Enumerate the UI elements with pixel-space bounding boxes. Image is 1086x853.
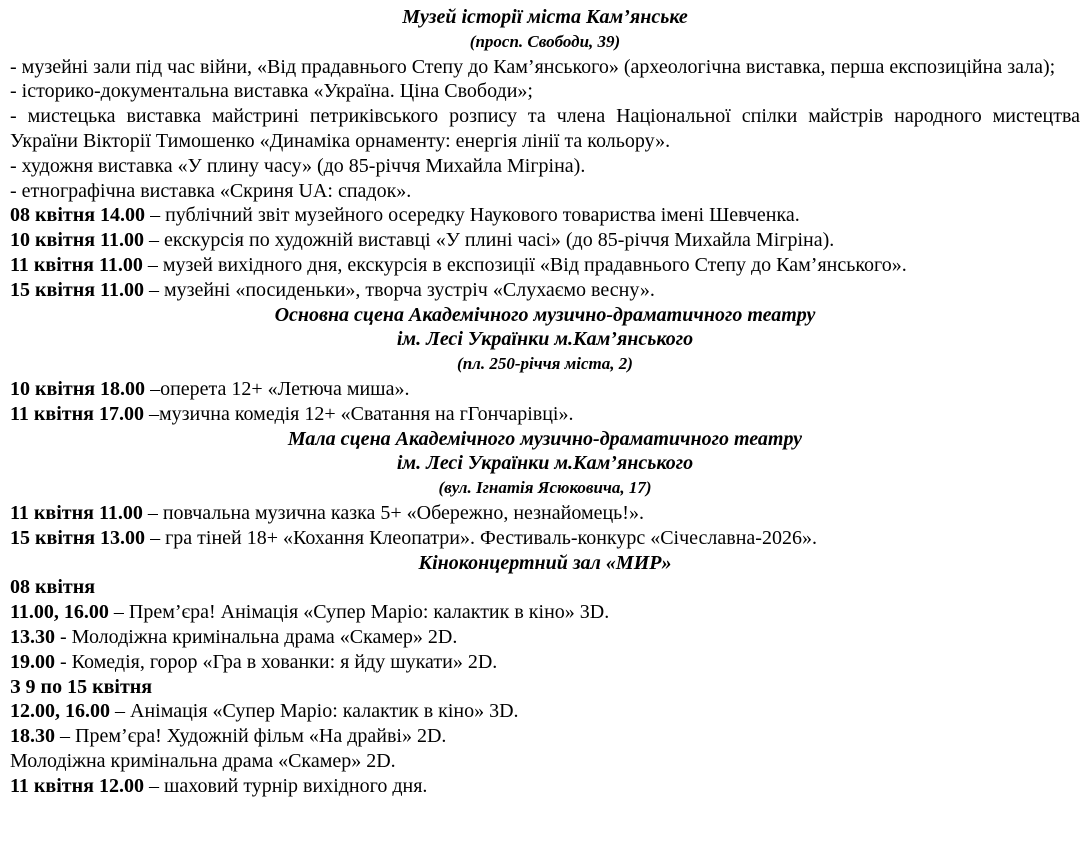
event-datetime: 10 квітня 11.00: [10, 229, 144, 252]
museum-event: [10, 253, 1080, 278]
event-description: – публічний звіт музейного осередку Наукового товариства імені Шевченка.: [145, 204, 800, 227]
cinema-session: [10, 650, 1080, 675]
museum-item: - етнографічна виставка «Скриня UA: спадок».: [10, 179, 412, 202]
cinema-week-label: З 9 по 15 квітня: [10, 675, 153, 698]
event-datetime: 11 квітня 17.00: [10, 402, 144, 425]
event-description: – музей вихідного дня, екскурсія в експозиції «Від прадавнього Степу до Кам’янського».: [142, 253, 907, 276]
museum-title: Музей історії міста Кам’янське: [402, 6, 688, 28]
small-stage-event: [10, 526, 1080, 551]
session-time: 12.00, 16.00: [10, 700, 110, 723]
museum-event: [10, 203, 1080, 228]
session-description: – Прем’єра! Художній фільм «На драйві» 2D.: [55, 725, 447, 748]
event-datetime: 10 квітня 18.00: [10, 377, 146, 400]
event-description: – гра тіней 18+ «Кохання Клеопатри». Фестиваль-конкурс «Січеславна-2026».: [145, 526, 817, 549]
museum-item: - мистецька виставка майстрині петриківського розпису та члена Національної спілки майстрів народного мистецтва України Вікторії Тимошенко «Динаміка орнаменту: енергія лінії та кольору».: [10, 105, 1080, 152]
main-stage-event: [10, 377, 1080, 402]
event-datetime: 15 квітня 13.00: [10, 526, 146, 549]
museum-item: - історико-документальна виставка «Україна. Ціна Свободи»;: [10, 80, 533, 103]
museum-address: (просп. Свободи, 39): [469, 31, 621, 51]
session-description: - Молодіжна кримінальна драма «Скамер» 2D.: [55, 625, 458, 648]
cinema-session: [10, 699, 1080, 724]
event-description: – екскурсія по художній виставці «У плині часі» (до 85-річчя Михайла Мігріна).: [143, 229, 835, 252]
session-time: 18.30: [10, 725, 55, 748]
small-stage-event: [10, 501, 1080, 526]
session-description: - Комедія, горор «Гра в хованки: я йду шукати» 2D.: [55, 650, 498, 673]
main-stage-title: Основна сцена Академічного музично-драматичного театру: [274, 303, 816, 326]
event-datetime: 08 квітня 14.00: [10, 204, 146, 227]
museum-item: - музейні зали під час війни, «Від прадавнього Степу до Кам’янського» (археологічна виставка, перша експозиційна зала);: [10, 55, 1056, 78]
small-stage-title: ім. Лесі Українки м.Кам’янського: [396, 452, 694, 475]
museum-item: - художня виставка «У плину часу» (до 85-річчя Михайла Мігріна).: [10, 154, 586, 177]
cinema-session: [10, 600, 1080, 625]
event-description: – музейні «посиденьки», творча зустріч «Слухаємо весну».: [143, 278, 655, 301]
session-description: – Анімація «Супер Маріо: калактик в кіно» 3D.: [110, 700, 519, 723]
event-description: –оперета 12+ «Летюча миша».: [145, 377, 410, 400]
event-datetime: 11 квітня 11.00: [10, 253, 143, 276]
event-description: –музична комедія 12+ «Сватання на гГончарівці».: [143, 402, 574, 425]
museum-event: [10, 228, 1080, 253]
small-stage-title: Мала сцена Академічного музично-драматичного театру: [287, 427, 803, 450]
cinema-session: [10, 625, 1080, 650]
chess-event: [10, 774, 1080, 799]
session-time: 11.00, 16.00: [10, 601, 109, 624]
cinema-day-label: 08 квітня: [10, 576, 96, 599]
event-description: – шаховий турнір вихідного дня.: [143, 774, 428, 797]
session-time: 13.30: [10, 625, 55, 648]
event-datetime: 11 квітня 11.00: [10, 501, 143, 524]
event-schedule-document: [10, 0, 1080, 799]
cinema-title: Кіноконцертний зал «МИР»: [418, 551, 672, 574]
session-description: – Прем’єра! Анімація «Супер Маріо: калактик в кіно» 3D.: [108, 601, 610, 624]
main-stage-title: ім. Лесі Українки м.Кам’янського: [396, 328, 694, 351]
small-stage-address: (вул. Ігнатія Ясюковича, 17): [438, 478, 652, 498]
museum-event: [10, 278, 1080, 303]
event-description: – повчальна музична казка 5+ «Обережно, незнайомець!».: [142, 501, 644, 524]
event-datetime: 15 квітня 11.00: [10, 278, 144, 301]
main-stage-address: (пл. 250-річчя міста, 2): [457, 354, 633, 374]
cinema-session-extra: Молодіжна кримінальна драма «Скамер» 2D.: [10, 749, 396, 772]
main-stage-event: [10, 402, 1080, 427]
event-datetime: 11 квітня 12.00: [10, 774, 144, 797]
cinema-session: [10, 724, 1080, 749]
session-time: 19.00: [10, 650, 55, 673]
